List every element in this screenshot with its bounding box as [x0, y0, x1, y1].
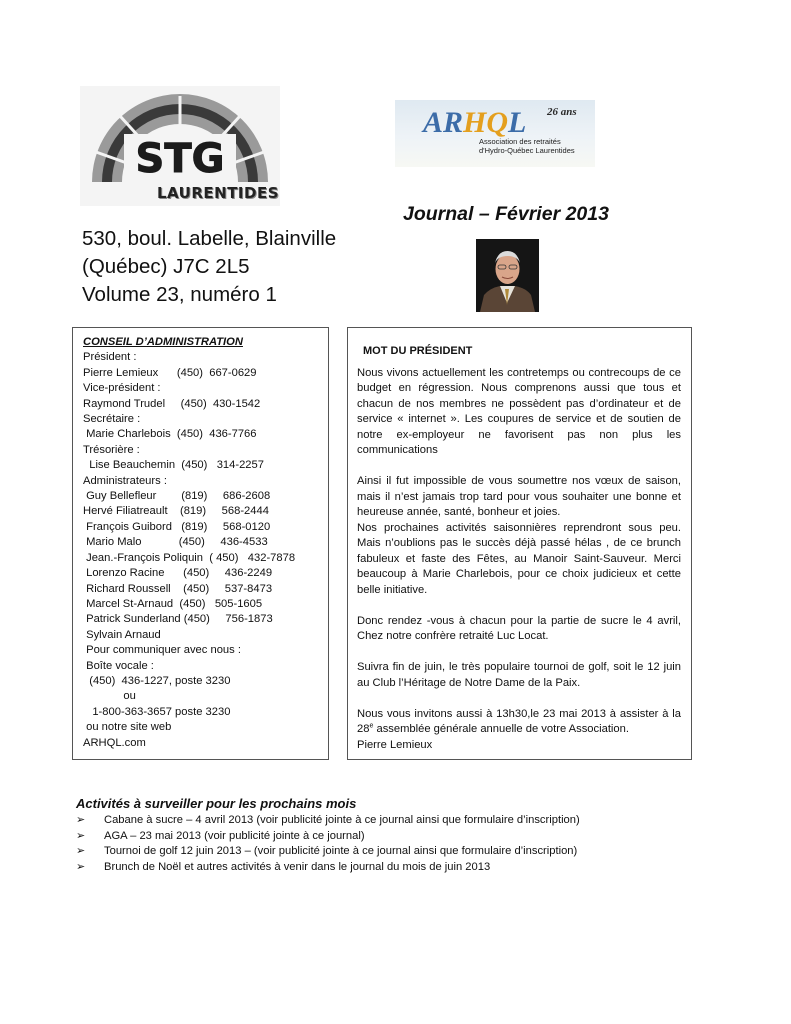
activity-text: Cabane à sucre – 4 avril 2013 (voir publicité jointe à ce journal ainsi que formulaire d’inscription) [104, 814, 580, 826]
board-row: Patrick Sunderland (450) 756-1873 [83, 613, 273, 626]
p5-pre: Nous vous invitons aussi à 13h30,le 23 mai 2013 à assister à la 28 [357, 707, 681, 735]
volume-line: Volume 23, numéro 1 [82, 283, 277, 306]
president-paragraph-2b: Nos prochaines activités saisonnières reprendront sous peu. Mais n’oublions pas le succès déjà passé hélas , de ce brunch fabuleux et faste des Fêtes, au Manoir Saint-Sauveur. Merci beaucoup à Marie Charlebois, pour ce choix judicieux et cette belle initiative. [357, 521, 681, 596]
anniversary-badge: 26 ans [547, 106, 577, 118]
list-item [76, 829, 716, 845]
address-line-2: (Québec) J7C 2L5 [82, 255, 250, 278]
arhql-brand [423, 106, 526, 140]
activity-text: Brunch de Noël et autres activités à venir dans le journal du mois de juin 2013 [104, 860, 491, 873]
brand-suffix: L [508, 106, 527, 139]
brand-prefix: AR [423, 106, 464, 139]
board-heading: CONSEIL D’ADMINISTRATION [83, 336, 243, 348]
board-row: Guy Bellefleur (819) 686-2608 [83, 490, 271, 503]
board-row: Marcel St-Arnaud (450) 505-1605 [83, 597, 263, 610]
board-row: Richard Roussell (450) 537-8473 [83, 582, 273, 595]
brand-highlight: HQ [463, 106, 509, 139]
arhql-logo [395, 100, 595, 167]
board-row: ou [83, 690, 136, 703]
list-item [76, 844, 716, 860]
stg-laurentides-logo [80, 86, 280, 206]
subtitle-line-1: Association des retraités [479, 137, 561, 146]
board-row: Secrétaire : [83, 413, 141, 426]
p5-sup: e [369, 722, 374, 730]
board-row: Président : [83, 351, 137, 364]
president-paragraph-3: Donc rendez -vous à chacun pour la partie de sucre le 4 avril, Chez notre confrère retraité Luc Locat. [357, 614, 681, 642]
address-block [82, 225, 336, 309]
address-line-1: 530, boul. Labelle, Blainville [82, 227, 337, 250]
activities-list [76, 813, 716, 875]
board-row: Lorenzo Racine (450) 436-2249 [83, 567, 273, 580]
activity-text: Tournoi de golf 12 juin 2013 – (voir publicité jointe à ce journal ainsi que formulaire d’inscription) [104, 845, 578, 858]
board-row: Boîte vocale : [83, 659, 154, 672]
subtitle-line-2: d'Hydro-Québec Laurentides [479, 146, 575, 155]
journal-title: Journal – Février 2013 [403, 203, 609, 225]
board-row: Pierre Lemieux (450) 667-0629 [83, 366, 257, 379]
president-paragraph-5 [357, 707, 681, 738]
president-paragraph-2a: Ainsi il fut impossible de vous soumettre nos vœux de saison, mais il n’est jamais trop tard pour vous souhaiter une bonne et heureuse année, santé, bonheur et joies. [357, 475, 681, 518]
board-row: Pour communiquer avec nous : [83, 644, 241, 657]
board-row: ARHQL.com [83, 736, 146, 749]
board-row: Hervé Filiatreault (819) 568-2444 [83, 505, 269, 518]
board-row: Lise Beauchemin (450) 314-2257 [83, 459, 264, 472]
logo-caption: LAURENTIDES [156, 184, 280, 202]
board-row: 1-800-363-3657 poste 3230 [83, 705, 231, 718]
board-row: Trésorière : [83, 443, 140, 456]
list-item [76, 813, 716, 829]
president-paragraph-1: Nous vivons actuellement les contretemps ou contrecoups de ce budget en régression. Nous comprenons aussi que tous et chacun de nos membres ne possèdent pas d’ordinateur et de service « internet ». Les coupures de service et de soutien de notre ex-employeur ne favorisent pas non plus les communications [357, 366, 681, 456]
president-heading: MOT DU PRÉSIDENT [363, 345, 473, 357]
list-item [76, 860, 716, 876]
board-of-directors-box [72, 327, 329, 760]
arhql-subtitle [479, 137, 575, 155]
activities-title: Activités à surveiller pour les prochains mois [76, 796, 357, 811]
president-paragraph-4: Suivra fin de juin, le très populaire tournoi de golf, soit le 12 juin au Club l’Héritage de Notre Dame de la Paix. [357, 661, 681, 689]
p5-post: assemblée générale annuelle de votre Association. [373, 723, 629, 735]
board-row: Sylvain Arnaud [83, 628, 161, 641]
svg-text:STG: STG [135, 136, 225, 182]
president-message-box [347, 327, 692, 760]
arrow-bullet-icon: ➢ [76, 814, 86, 826]
board-row: François Guibord (819) 568-0120 [83, 520, 271, 533]
board-row: Jean.-François Poliquin ( 450) 432-7878 [83, 551, 296, 564]
activity-text: AGA – 23 mai 2013 (voir publicité jointe à ce journal) [104, 829, 365, 842]
president-signature: Pierre Lemieux [357, 738, 433, 751]
board-row: Mario Malo (450) 436-4533 [83, 536, 268, 549]
president-photo [476, 239, 539, 312]
board-row: ou notre site web [83, 721, 172, 734]
board-row: Administrateurs : [83, 474, 167, 487]
arrow-bullet-icon: ➢ [76, 860, 86, 873]
board-row: (450) 436-1227, poste 3230 [83, 674, 231, 687]
board-row: Marie Charlebois (450) 436-7766 [83, 428, 257, 441]
board-row: Vice-président : [83, 382, 161, 395]
board-row: Raymond Trudel (450) 430-1542 [83, 397, 261, 410]
arrow-bullet-icon: ➢ [76, 845, 86, 858]
arrow-bullet-icon: ➢ [76, 829, 86, 842]
portrait-graphic [476, 239, 539, 312]
